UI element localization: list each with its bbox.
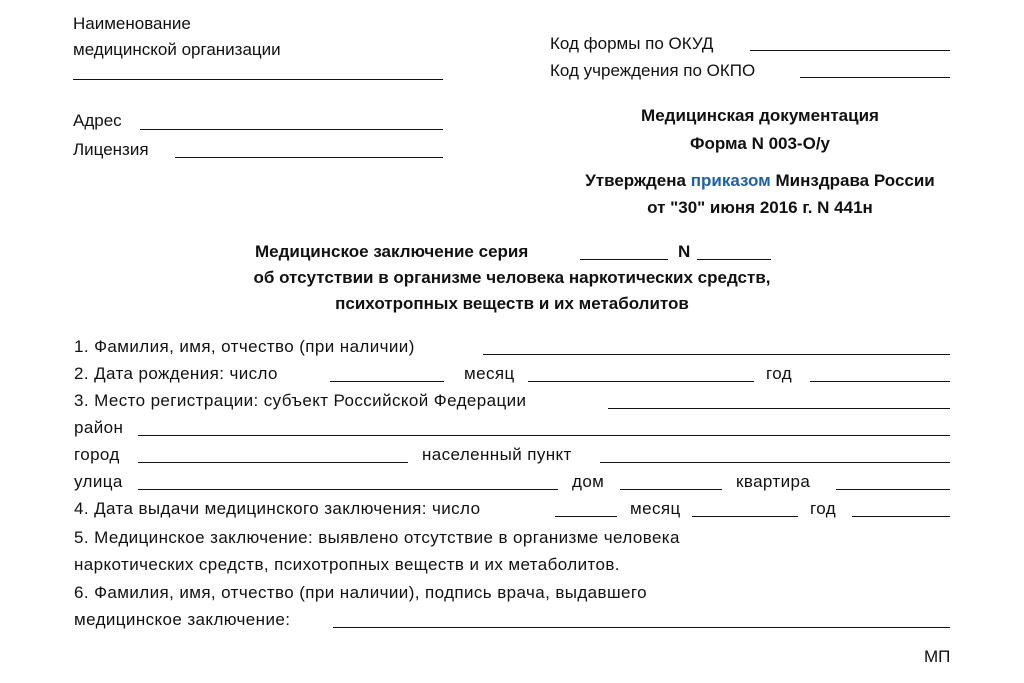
birth-day-field[interactable] xyxy=(330,381,444,382)
org-name-label-line1: Наименование xyxy=(73,14,191,33)
field-3-label: 3. Место регистрации: субъект Российской Федерации xyxy=(74,391,527,410)
field-6-line1: 6. Фамилия, имя, отчество (при наличии), подпись врача, выдавшего xyxy=(74,583,647,602)
okpo-field[interactable] xyxy=(800,77,950,78)
series-field[interactable] xyxy=(580,259,668,260)
birth-month-field[interactable] xyxy=(528,381,754,382)
birth-year-label: год xyxy=(766,364,793,383)
field-6-line2: медицинское заключение: xyxy=(74,610,291,629)
approval-prefix: Утверждена xyxy=(585,171,686,190)
approval-suffix: Минздрава России xyxy=(775,171,935,190)
field-2-label: 2. Дата рождения: число xyxy=(74,364,278,383)
title-series-label: Медицинское заключение серия xyxy=(255,242,529,261)
region-field[interactable] xyxy=(608,408,950,409)
issue-year-field[interactable] xyxy=(852,516,950,517)
district-field[interactable] xyxy=(138,435,950,436)
issue-year-label: год xyxy=(810,499,837,518)
house-label: дом xyxy=(572,472,605,491)
field-5-line1: 5. Медицинское заключение: выявлено отсутствие в организме человека xyxy=(74,528,680,547)
city-label: город xyxy=(74,445,120,464)
doctor-signature-field[interactable] xyxy=(333,627,950,628)
approval-line xyxy=(540,171,980,191)
apartment-label: квартира xyxy=(736,472,811,491)
locality-label: населенный пункт xyxy=(422,445,572,464)
okud-field[interactable] xyxy=(750,50,950,51)
number-field[interactable] xyxy=(697,259,771,260)
birth-year-field[interactable] xyxy=(810,381,950,382)
org-name-field[interactable] xyxy=(73,79,443,80)
stamp-place-label: МП xyxy=(924,647,951,666)
city-field[interactable] xyxy=(138,462,408,463)
title-line2: об отсутствии в организме человека наркотических средств, xyxy=(253,268,771,287)
doc-type-title: Медицинская документация xyxy=(641,106,879,125)
field-4-label: 4. Дата выдачи медицинского заключения: число xyxy=(74,499,481,518)
field-1-label: 1. Фамилия, имя, отчество (при наличии) xyxy=(74,337,415,356)
issue-month-label: месяц xyxy=(630,499,681,518)
apartment-field[interactable] xyxy=(836,489,950,490)
order-link[interactable]: приказом xyxy=(690,171,771,190)
okpo-label: Код учреждения по ОКПО xyxy=(550,61,756,80)
street-field[interactable] xyxy=(138,489,558,490)
title-line3: психотропных веществ и их метаболитов xyxy=(335,294,689,313)
locality-field[interactable] xyxy=(600,462,950,463)
street-label: улица xyxy=(74,472,123,491)
issue-month-field[interactable] xyxy=(692,516,798,517)
approval-date: от "30" июня 2016 г. N 441н xyxy=(647,198,873,217)
birth-month-label: месяц xyxy=(464,364,515,383)
title-number-label: N xyxy=(678,242,691,261)
license-field[interactable] xyxy=(175,157,443,158)
okud-label: Код формы по ОКУД xyxy=(550,34,714,53)
address-field[interactable] xyxy=(140,129,443,130)
org-name-label-line2: медицинской организации xyxy=(73,40,281,59)
district-label: район xyxy=(74,418,124,437)
issue-day-field[interactable] xyxy=(555,516,617,517)
license-label: Лицензия xyxy=(73,140,149,159)
address-label: Адрес xyxy=(73,111,122,130)
full-name-field[interactable] xyxy=(483,354,950,355)
form-number: Форма N 003-О/у xyxy=(689,134,830,153)
field-5-line2: наркотических средств, психотропных веществ и их метаболитов. xyxy=(74,555,620,574)
house-field[interactable] xyxy=(620,489,722,490)
